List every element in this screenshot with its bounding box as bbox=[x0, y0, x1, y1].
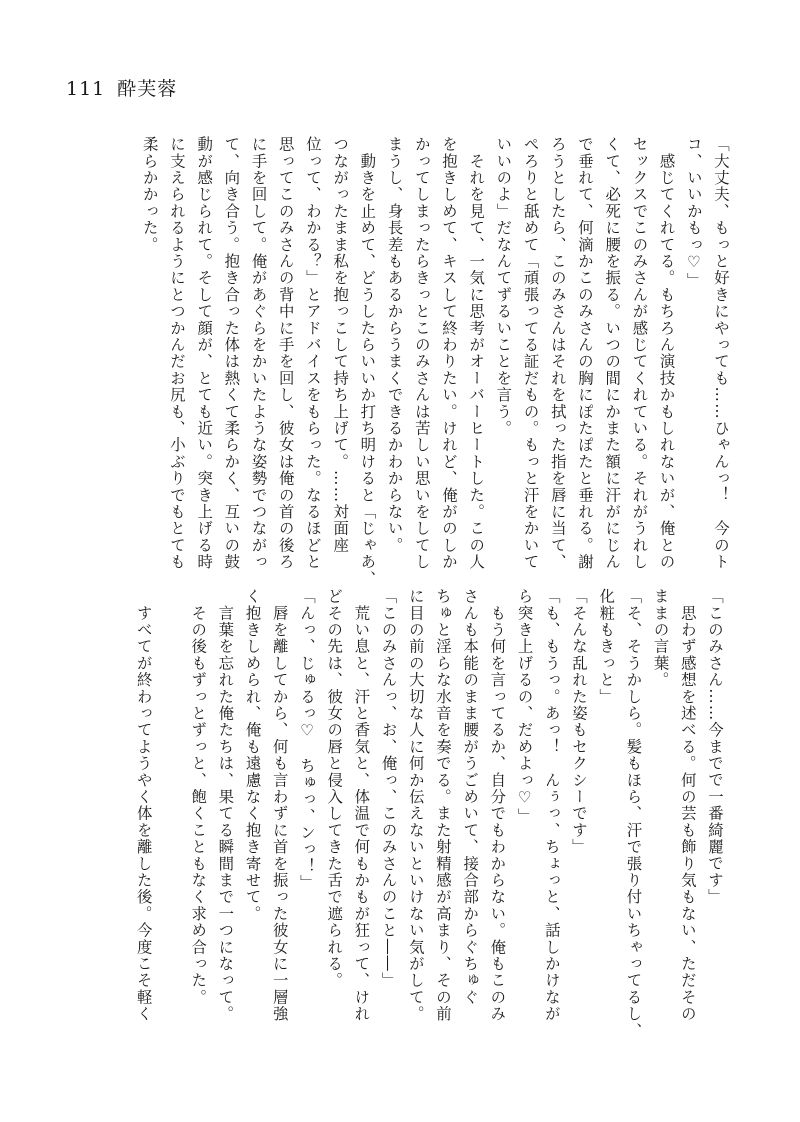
text-line: 思ってこのみさんの背中に手を回し、彼女は俺の首の後ろ bbox=[276, 136, 295, 571]
text-block-bottom bbox=[130, 588, 728, 1039]
text-line: に手を回して。俺があぐらをかいたような姿勢でつながっ bbox=[249, 136, 268, 571]
text-line: セックスでこのみさんが感じてくれている。それがうれし bbox=[630, 136, 649, 571]
text-line: コ、いいかもっ♡」 bbox=[684, 136, 703, 289]
text-line: かってしまったらきっとこのみさんは苦しい思いをしてし bbox=[412, 136, 431, 571]
text-line: ら突き上げるの、だめよっ♡」 bbox=[515, 588, 534, 825]
chapter-title: 酔芙蓉 bbox=[117, 78, 178, 100]
text-line: 「このみさんっ、お、俺っ、このみさんのこと――」 bbox=[379, 588, 398, 989]
text-line: 荒い息と、汗と香気と、体温で何もかもが狂って、けれ bbox=[352, 588, 371, 1023]
text-line: もう何を言ってるか、自分でもわからない。俺もこのみ bbox=[488, 588, 507, 1023]
text-line: て、向き合う。抱き合った体は熱くて柔らかく、互いの鼓 bbox=[222, 136, 241, 571]
text-line: 「んっ、じゅるっ♡ ちゅっ、ンっ！」 bbox=[297, 588, 316, 892]
text-line: 唇を離してから、何も言わずに首を振った彼女に一層強 bbox=[270, 588, 289, 1023]
text-line: 思わず感想を述べる。何の芸も飾り気もない、ただその bbox=[678, 588, 697, 1023]
page-number: 111 bbox=[66, 78, 106, 100]
text-line: 「そんな乱れた姿もセクシーです」 bbox=[569, 588, 588, 856]
text-line: さんも本能のまま腰がうごめいて、接合部からぐちゅぐ bbox=[461, 588, 480, 1006]
text-line: 「大丈夫、もっと好きにやっても……ひゃんっ！ 今のト bbox=[712, 136, 730, 571]
text-line: ぺろりと舐めて「頑張ってる証だもの。もっと汗をかいて bbox=[521, 136, 540, 571]
text-line: 位って、わかる？」とアドバイスをもらった。なるほどと bbox=[303, 136, 322, 571]
text-line: で垂れて、何滴かこのみさんの胸にぽたぽたと垂れる。謝 bbox=[575, 136, 594, 571]
text-line: その後もずっとずっと、飽くこともなく求め合った。 bbox=[189, 588, 208, 1006]
text-line: に支えられるようにとつかんだお尻も、小ぶりでもとても bbox=[167, 136, 186, 571]
text-line: それを見て、一気に思考がオーバーヒートした。この人 bbox=[467, 136, 486, 571]
text-line: 「このみさん……今までで一番綺麗です」 bbox=[706, 588, 724, 906]
text-line: ろうとしたら、このみさんはそれを拭った指を唇に当て、 bbox=[548, 136, 567, 571]
running-header bbox=[66, 74, 177, 101]
text-line: くて、必死に腰を振る。いつの間にかまた額に汗がにじん bbox=[603, 136, 622, 571]
text-line: に目の前の大切な人に何か伝えないといけない気がして。 bbox=[406, 588, 425, 1023]
text-line: 「そ、そうかしら。髪もほら、汗で張り付いちゃってるし、 bbox=[624, 588, 643, 1039]
text-line: いいのよ」だなんてずるいことを言う。 bbox=[494, 136, 513, 437]
text-line: を抱きしめて、キスして終わりたい。けれど、俺がのしか bbox=[439, 136, 458, 571]
text-line: 動が感じられて。そして顔が、とても近い。突き上げる時 bbox=[195, 136, 214, 571]
text-line bbox=[157, 588, 184, 998]
text-line: 「も、もうっ。あっ！ んぅっ、ちょっと、話しかけなが bbox=[542, 588, 561, 1023]
text-line: 柔らかかった。 bbox=[140, 136, 159, 253]
text-block-top bbox=[136, 136, 734, 587]
text-line: すべてが終わってようやく体を離した後。今度こそ軽く bbox=[134, 588, 153, 1023]
text-line: く抱きしめられ、俺も遠慮なく抱き寄せて。 bbox=[243, 588, 262, 922]
text-line: ままの言葉。 bbox=[651, 588, 670, 689]
text-line: 感じてくれてる。もちろん演技かもしれないが、俺との bbox=[657, 136, 676, 571]
text-line: ちゅと淫らな水音を奏でる。また射精感が高まり、その前 bbox=[433, 588, 452, 1023]
text-line: 動きを止めて、どうしたらいいか打ち明けると「じゃあ、 bbox=[358, 136, 377, 587]
text-line: つながったまま私を抱っこして持ち上げて。……対面座 bbox=[331, 136, 350, 554]
text-line: まうし、身長差もあるからうまくできるかわからない。 bbox=[385, 136, 404, 554]
text-line: どその先は、彼女の唇と侵入してきた舌で遮られる。 bbox=[325, 588, 344, 989]
text-line: 言葉を忘れた俺たちは、果てる瞬間まで一つになって。 bbox=[216, 588, 235, 1023]
text-line: 化粧もきっと」 bbox=[597, 588, 616, 705]
